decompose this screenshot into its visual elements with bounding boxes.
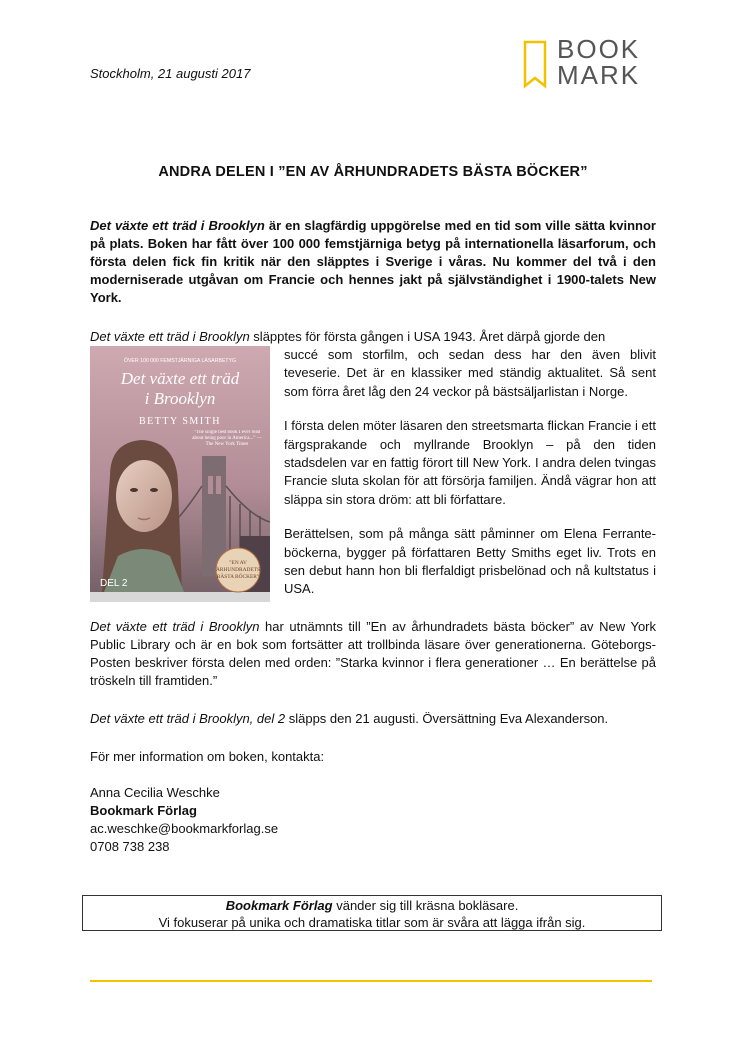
p4-book-title: Det växte ett träd i Brooklyn [90, 619, 260, 634]
lead-book-title: Det växte ett träd i Brooklyn [90, 218, 265, 233]
cover-top-banner: ÖVER 100 000 FEMSTJÄRNIGA LÄSARBETYG [123, 358, 237, 364]
p1-book-title: Det växte ett träd i Brooklyn [90, 329, 250, 344]
body-paragraph-6: För mer information om boken, kontakta: [90, 749, 325, 764]
contact-block [90, 784, 278, 856]
bookmark-logo [523, 36, 663, 92]
book-cover-illustration [90, 346, 270, 602]
cover-badge-line-2: ÅRHUNDRADETS [215, 567, 261, 573]
body-paragraph-4 [90, 618, 656, 690]
cover-badge-line-3: BÄSTA BÖCKER” [216, 574, 260, 580]
cover-wrap-section [90, 346, 656, 606]
book-cover-image [90, 346, 270, 602]
footer-brand: Bookmark Förlag [225, 898, 333, 913]
logo-wordmark [557, 36, 640, 88]
p5-book-title: Det växte ett träd i Brooklyn, del 2 [90, 711, 286, 726]
footer-line-1 [83, 897, 661, 914]
cover-blurb: ”The single best book I ever read about being poor in America...” — The New York Times [192, 430, 262, 447]
contact-email[interactable]: ac.weschke@bookmarkforlag.se [90, 821, 279, 836]
footer-divider [90, 980, 652, 982]
contact-phone: 0708 738 238 [90, 839, 170, 854]
body-paragraph-5 [90, 710, 656, 728]
footer-line-2: Vi fokuserar på unika och dramatiska titlar som är svåra att lägga ifrån sig. [158, 915, 586, 930]
lead-text: är en slagfärdig uppgörelse med en tid som ville sätta kvinnor på plats. Boken har fått över 100 000 femstjärniga betyg på internationella läsarforum, och första delen fick fin kritik när den släpptes i Sverige i våras. Nu kommer del två i den moderniserade utgåvan om Francie och hennes jakt på självständighet i 1900-talets New York. [90, 218, 656, 305]
cover-badge-line-1: ”EN AV [229, 560, 247, 566]
body-paragraph-1 [90, 328, 656, 346]
logo-line-2: MARK [557, 60, 641, 90]
contact-name: Anna Cecilia Weschke [90, 785, 220, 800]
lead-paragraph [90, 217, 656, 307]
cover-author: BETTY SMITH [139, 416, 221, 427]
dateline: Stockholm, 21 augusti 2017 [90, 66, 251, 81]
cover-part-label: DEL 2 [100, 578, 128, 589]
page-title: ANDRA DELEN I ”EN AV ÅRHUNDRADETS BÄSTA BÖCKER” [158, 164, 588, 180]
p5-text: släpps den 21 augusti. Översättning Eva Alexanderson. [285, 711, 609, 726]
cover-title-line-2: i Brooklyn [144, 389, 216, 408]
contact-company: Bookmark Förlag [90, 803, 197, 818]
cover-title-line-1: Det växte ett träd [120, 369, 240, 388]
bookmark-ribbon-icon [523, 40, 547, 90]
p1-text: släpptes för första gången i USA 1943. Året därpå gjorde den [249, 329, 606, 344]
body-paragraph-2: I första delen möter läsaren den streetsmarta flickan Francie i ett färgsprakande och myllrande Brooklyn – på den tiden stadsdelen var en fattig förort till New York. I andra delen tvingas Francie sluta skolan för att försörja familjen. Ändå vägrar hon att släppa sin stora dröm: att bli författare. [284, 418, 656, 507]
p4-text: har utnämnts till ”En av århundradets bästa böcker” av New York Public Library och är en bok som fortsätter att trollbinda läsare över generationerna. Göteborgs-Posten beskriver första delen med orden: ”Starka kvinnor i flera generationer … En berättelse på tröskeln till framtiden.” [90, 619, 657, 688]
p1-continuation: succé som storfilm, och sedan dess har den även blivit teveserie. Det är en klassiker med ständig aktualitet. Så sent som förra året låg den 24 veckor på bästsäljarlistan i Norge. [284, 347, 656, 399]
body-paragraph-3: Berättelsen, som på många sätt påminner om Elena Ferrante-böckerna, bygger på författaren Betty Smiths eget liv. Trots en sen debut hann hon bli flerfaldigt prisbelönad och nå kultstatus i USA. [284, 526, 656, 597]
footer-line-1-text: vänder sig till kräsna bokläsare. [332, 898, 519, 913]
footer-tagline-box [82, 895, 662, 931]
logo-line-1: BOOK [557, 34, 641, 64]
